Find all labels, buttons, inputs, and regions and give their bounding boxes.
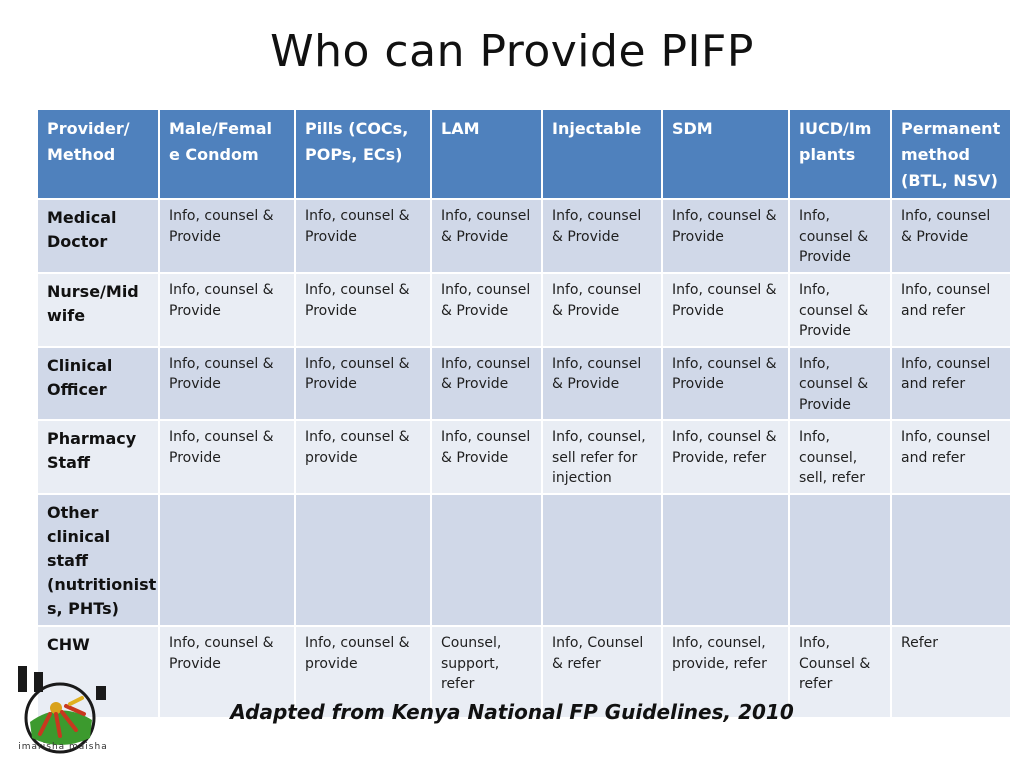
- table-cell: Info, counsel, provide, refer: [663, 627, 788, 717]
- table-row: [38, 421, 1010, 493]
- table-cell: Info, counsel & Provide: [160, 348, 294, 420]
- table-cell: [296, 495, 430, 625]
- table-cell: [892, 495, 1010, 625]
- table-row: [38, 495, 1010, 625]
- table-cell: Info, counsel & provide: [296, 627, 430, 717]
- header-injectable: Injectable: [543, 110, 661, 198]
- table-cell: Info, Counsel & refer: [543, 627, 661, 717]
- table-cell: Info, counsel & Provide: [160, 200, 294, 272]
- header-sdm: SDM: [663, 110, 788, 198]
- table-cell: Info, counsel & Provide: [543, 274, 661, 346]
- table-cell: Info, counsel & Provide: [790, 348, 890, 420]
- header-row: [38, 110, 1010, 198]
- table-cell: Info, counsel and refer: [892, 348, 1010, 420]
- table-cell: [790, 495, 890, 625]
- table-cell: Refer: [892, 627, 1010, 717]
- header-iucd-implants: IUCD/Im plants: [790, 110, 890, 198]
- header-pills: Pills (COCs, POPs, ECs): [296, 110, 430, 198]
- header-condom: Male/Femal e Condom: [160, 110, 294, 198]
- table-cell: Info, counsel, sell refer for injection: [543, 421, 661, 493]
- table-cell: Info, counsel and refer: [892, 274, 1010, 346]
- source-caption: Adapted from Kenya National FP Guidelines, 2010: [230, 700, 794, 724]
- table-cell: Info, counsel & Provide: [543, 200, 661, 272]
- table-cell: Info, counsel & Provide: [296, 274, 430, 346]
- provider-method-table: [36, 108, 1012, 719]
- table-cell: Info, counsel & Provide: [432, 421, 541, 493]
- row-provider: Other clinical staff (nutritionist s, PHTs): [38, 495, 158, 625]
- table-cell: Info, counsel & Provide: [296, 200, 430, 272]
- table-cell: [663, 495, 788, 625]
- table-row: [38, 200, 1010, 272]
- table-cell: Info, counsel & Provide: [432, 274, 541, 346]
- table-cell: Info, Counsel & refer: [790, 627, 890, 717]
- table-cell: Info, counsel & Provide: [160, 627, 294, 717]
- table-cell: Info, counsel & Provide: [432, 348, 541, 420]
- slide-title: Who can Provide PIFP: [270, 26, 754, 77]
- table-row: [38, 348, 1010, 420]
- table-cell: Info, counsel & Provide: [892, 200, 1010, 272]
- table-cell: Info, counsel & Provide: [790, 274, 890, 346]
- table-cell: [160, 495, 294, 625]
- table-cell: Info, counsel & Provide: [790, 200, 890, 272]
- header-provider-method: Provider/ Method: [38, 110, 158, 198]
- logo-text: imarisha maisha: [18, 742, 108, 752]
- table-row: [38, 274, 1010, 346]
- row-provider: Pharmacy Staff: [38, 421, 158, 493]
- row-provider: Nurse/Mid wife: [38, 274, 158, 346]
- table-cell: Info, counsel & Provide: [543, 348, 661, 420]
- table-cell: Info, counsel & Provide: [663, 200, 788, 272]
- table-cell: [432, 495, 541, 625]
- table-cell: Info, counsel & Provide: [160, 421, 294, 493]
- row-provider: Clinical Officer: [38, 348, 158, 420]
- table-cell: Counsel, support, refer: [432, 627, 541, 717]
- row-provider: CHW: [38, 627, 158, 717]
- table-cell: Info, counsel and refer: [892, 421, 1010, 493]
- table-cell: Info, counsel, sell, refer: [790, 421, 890, 493]
- row-provider: Medical Doctor: [38, 200, 158, 272]
- table-cell: Info, counsel & Provide: [160, 274, 294, 346]
- table-cell: Info, counsel & Provide: [663, 274, 788, 346]
- table-cell: Info, counsel & Provide: [296, 348, 430, 420]
- table-cell: Info, counsel & Provide, refer: [663, 421, 788, 493]
- table-cell: Info, counsel & Provide: [663, 348, 788, 420]
- table-cell: [543, 495, 661, 625]
- header-permanent-method: Permanent method (BTL, NSV): [892, 110, 1010, 198]
- header-lam: LAM: [432, 110, 541, 198]
- table-cell: Info, counsel & Provide: [432, 200, 541, 272]
- table-cell: Info, counsel & provide: [296, 421, 430, 493]
